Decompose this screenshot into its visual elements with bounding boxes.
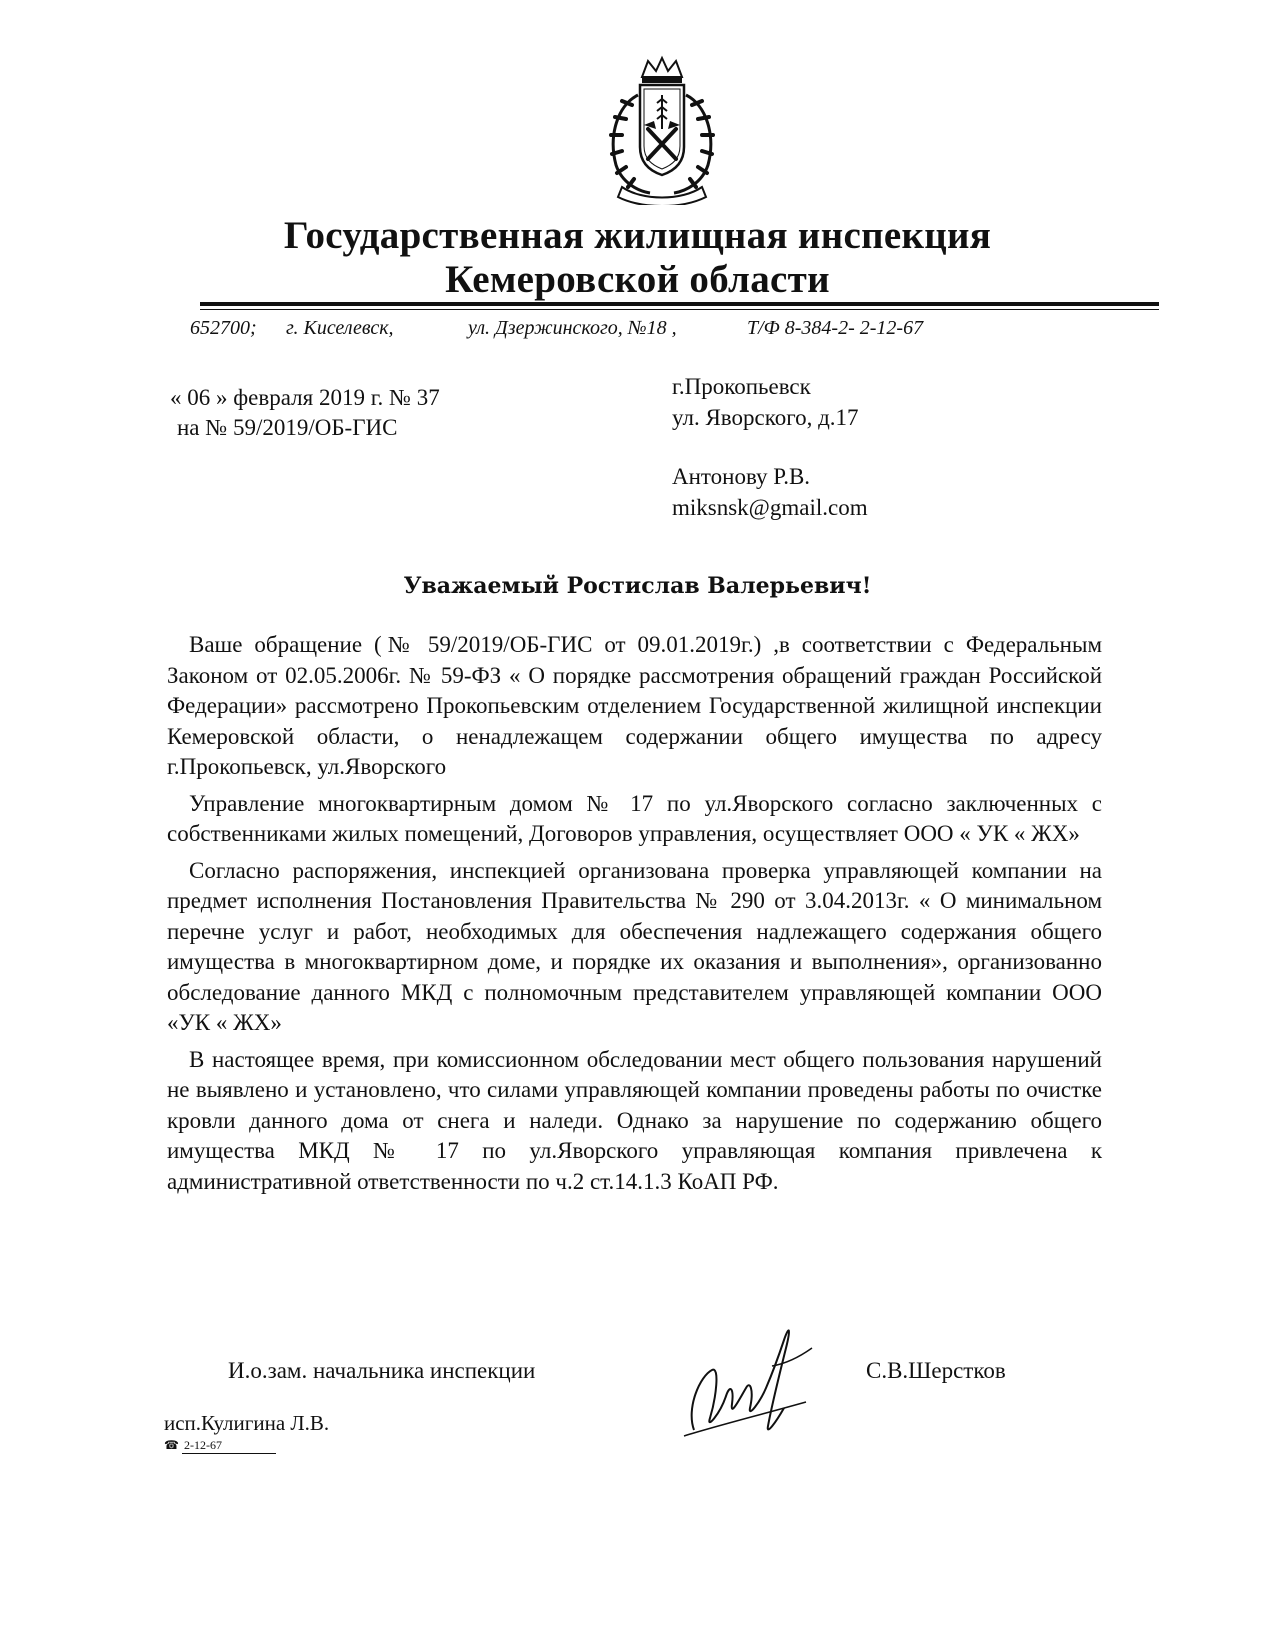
letter-body: [167, 630, 1102, 1203]
header-divider-thick: [200, 302, 1159, 306]
telephone-icon: ☎: [164, 1438, 179, 1452]
body-paragraph-1: Ваше обращение (№ 59/2019/ОБ-ГИС от 09.01.2019г.) ,в соответствии с Федеральным Законом от 02.05.2006г. № 59-ФЗ « О порядке рассмотрения обращений граждан Российской Федерации» рассмотрено Прокопьевским отделением Государственной жилищной инспекции Кемеровской области, о ненадлежащем содержании общего имущества по адресу г.Прокопьевск, ул.Яворского: [167, 632, 1102, 779]
body-paragraph-2: Управление многоквартирным домом № 17 по ул.Яворского согласно заключенных с собственниками жилых помещений, Договоров управления, осуществляет ООО « УК « ЖХ»: [167, 790, 1102, 846]
recipient-email: miksnsk@gmail.com: [672, 495, 868, 520]
signer-position: И.о.зам. начальника инспекции: [228, 1358, 536, 1383]
organization-name-line1: Государственная жилищная инспекция: [283, 214, 992, 257]
recipient-city: г.Прокопьевск: [672, 374, 811, 399]
header-divider-thin: [200, 309, 1159, 310]
organization-name-line2: Кемеровской области: [445, 258, 830, 301]
coat-of-arms-icon: [598, 55, 726, 205]
incoming-reference: на № 59/2019/ОБ-ГИС: [177, 415, 398, 440]
handwritten-signature-icon: [676, 1318, 826, 1443]
address-phone: Т/Ф 8-384-2- 2-12-67: [747, 317, 924, 339]
address-city: г. Киселевск,: [286, 317, 394, 339]
recipient-name: Антонову Р.В.: [672, 464, 811, 489]
body-paragraph-4: В настоящее время, при комиссионном обследовании мест общего пользования нарушений не выявлено и установлено, что силами управляющей компании проведены работы по очистке кровли данного дома от снега и наледи. Однако за нарушение по содержанию общего имущества МКД № 17 по ул.Яворского управляющая компания привлечена к административной ответственности по ч.2 ст.14.1.3 КоАП РФ.: [167, 1046, 1102, 1194]
recipient-street: ул. Яворского, д.17: [672, 405, 859, 430]
signer-name: С.В.Шерстков: [866, 1358, 1006, 1383]
executor-phone: 2-12-67: [182, 1438, 276, 1454]
body-paragraph-3: Согласно распоряжения, инспекцией организована проверка управляющей компании на предмет исполнения Постановления Правительства № 290 от 3.04.2013г. « О минимальном перечне услуг и работ, необходимых для обеспечения надлежащего содержания общего имущества в многоквартирном доме, и порядке их оказания и выполнения», организованно обследование данного МКД с полномочным представителем управляющей компании ООО «УК « ЖХ»: [167, 857, 1102, 1035]
outgoing-date-number: « 06 » февраля 2019 г. № 37: [170, 385, 440, 410]
executor-phone-line: [164, 1438, 276, 1454]
executor-name: исп.Кулигина Л.В.: [164, 1411, 330, 1435]
salutation: Уважаемый Ростислав Валерьевич!: [403, 573, 872, 599]
address-zip: 652700;: [190, 317, 257, 339]
address-street: ул. Дзержинского, №18 ,: [468, 317, 677, 339]
